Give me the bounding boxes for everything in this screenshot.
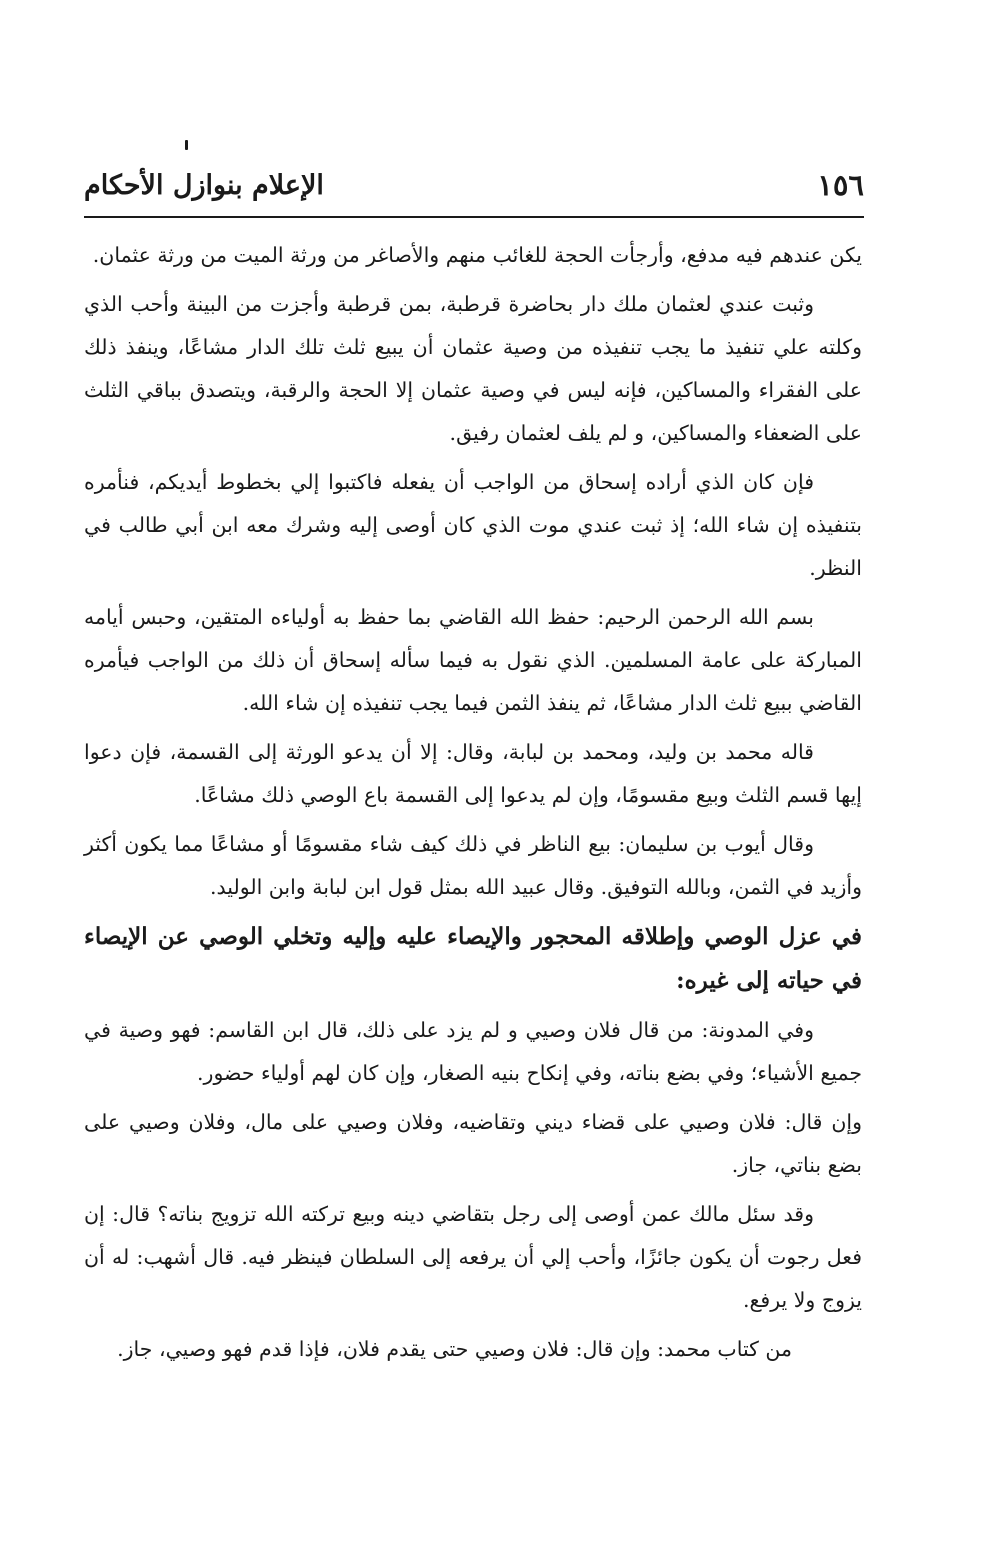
running-header [84, 166, 864, 208]
page-mark [185, 140, 188, 150]
paragraph: وثبت عندي لعثمان ملك دار بحاضرة قرطبة، بمن قرطبة وأجزت من البينة وأحب الذي وكلته علي تنفيذ ما يجب تنفيذه من وصية عثمان أن يبيع ثلث تلك الدار مشاعًا، وينفذ ذلك على الفقراء والمساكين، فإنه ليس في وصية عثمان إلا الحجة والرقبة، ويتصدق بباقي الثلث على الضعفاء والمساكين، و لم يلف لعثمان رفيق. [84, 292, 862, 445]
paragraph: وإن قال: فلان وصيي على قضاء ديني وتقاضيه، وفلان وصيي على مال، وفلان وصيي على بضع بناتي، جاز. [84, 1110, 862, 1177]
running-title: الإعلام بنوازل الأحكام [84, 170, 324, 201]
paragraph: وقد سئل مالك عمن أوصى إلى رجل بتقاضي دينه وبيع تركته الله تزويج بناته؟ قال: إن فعل رجوت أن يكون جائزًا، وأحب إلي أن يرفعه إلى السلطان فينظر فيه. قال أشهب: له أن يزوج ولا يرفع. [84, 1202, 862, 1312]
header-rule [84, 216, 864, 218]
paragraph: فإن كان الذي أراده إسحاق من الواجب أن يفعله فاكتبوا إلي بخطوط أيديكم، فنأمره بتنفيذه إن شاء الله؛ إذ ثبت عندي موت الذي كان أوصى إليه وشرك معه ابن أبي طالب في النظر. [84, 470, 862, 580]
page-number: ١٥٦ [817, 168, 864, 202]
paragraph: يكن عندهم فيه مدفع، وأرجأت الحجة للغائب منهم والأصاغر من ورثة الميت من ورثة عثمان. [92, 243, 862, 267]
paragraph: وفي المدونة: من قال فلان وصيي و لم يزد على ذلك، قال ابن القاسم: فهو وصية في جميع الأشياء؛ وفي بضع بناته، وفي إنكاح بنيه الصغار، وإن كان لهم أولياء حضور. [84, 1018, 862, 1085]
paragraph: من كتاب محمد: وإن قال: فلان وصيي حتى يقدم فلان، فإذا قدم فهو وصيي، جاز. [117, 1337, 792, 1361]
main-text [84, 234, 862, 1377]
paragraph: قاله محمد بن وليد، ومحمد بن لبابة، وقال: إلا أن يدعو الورثة إلى القسمة، فإن دعوا إيها قسم الثلث وبيع مقسومًا، وإن لم يدعوا إلى القسمة باع الوصي ذلك مشاعًا. [84, 740, 862, 807]
section-heading: في عزل الوصي وإطلاقه المحجور والإيصاء عليه وإليه وتخلي الوصي عن الإيصاء في حياته إلى غيره: [84, 923, 862, 994]
paragraph: بسم الله الرحمن الرحيم: حفظ الله القاضي بما حفظ به أولياءه المتقين، وحبس أيامه المباركة على عامة المسلمين. الذي نقول به فيما سأله إسحاق أن ذلك من الواجب فيأمره القاضي ببيع ثلث الدار مشاعًا، ثم ينفذ الثمن فيما يجب تنفيذه إن شاء الله. [84, 605, 862, 715]
paragraph: وقال أيوب بن سليمان: بيع الناظر في ذلك كيف شاء مقسومًا أو مشاعًا مما يكون أكثر وأزيد في الثمن، وبالله التوفيق. وقال عبيد الله بمثل قول ابن لبابة وابن الوليد. [84, 832, 862, 899]
